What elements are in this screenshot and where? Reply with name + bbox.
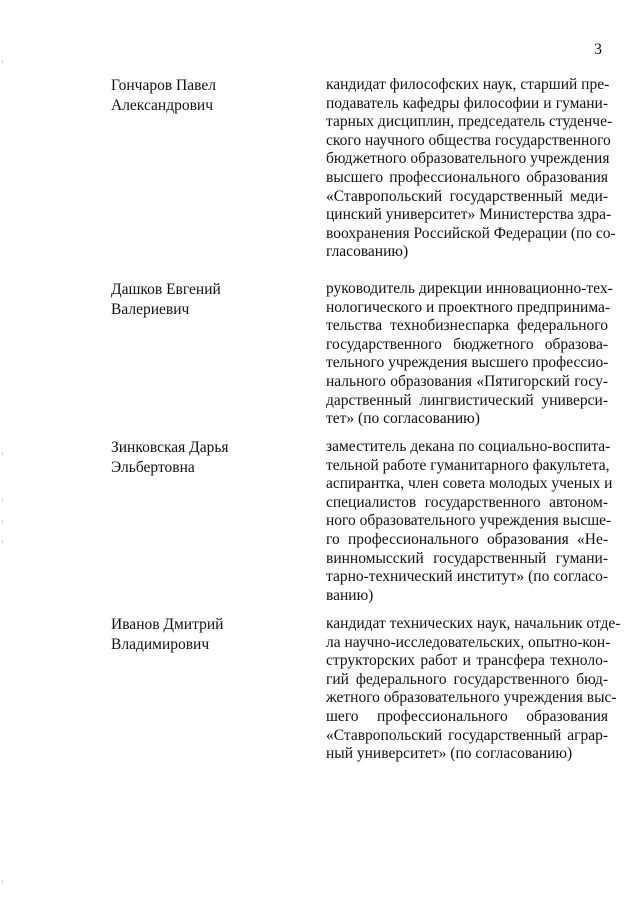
description-line: подаватель кафедры философии и гумани- <box>326 94 608 112</box>
member-name <box>111 280 301 320</box>
description-line: ного образовательного учреждения высше- <box>326 512 612 530</box>
member-description <box>326 76 616 262</box>
member-name <box>111 615 301 655</box>
description-line: заместитель декана по социально-воспита- <box>326 438 611 455</box>
description-line: дарственный лингвистический универси- <box>326 391 608 409</box>
description-line: тельного учреждения высшего профессио- <box>326 354 609 372</box>
scan-mark <box>2 520 3 523</box>
description-line: структорских работ и трансфера техноло- <box>326 652 608 670</box>
description-line: гласованию) <box>326 243 409 261</box>
description-line: го профессионального образования «Не- <box>326 530 608 548</box>
description-line: «Ставропольский государственный аграр- <box>326 726 608 744</box>
description-line: кандидат философских наук, старший пре- <box>326 76 610 93</box>
description-line: аспирантка, член совета молодых ученых и <box>326 475 613 493</box>
scan-mark <box>2 880 3 883</box>
description-line: воохранения Российской Федерации (по со- <box>326 224 616 242</box>
description-line: кандидат технических наук, начальник отде- <box>326 615 621 632</box>
member-name-line: Дашков Евгений <box>111 281 221 298</box>
page-number: 3 <box>594 41 602 58</box>
description-line: тарных дисциплин, председатель студенче- <box>326 113 613 131</box>
member-description <box>326 438 613 605</box>
description-line: специалистов государственного автоном- <box>326 493 608 511</box>
member-description <box>326 615 621 764</box>
member-name-line: Зинковская Дарья <box>111 439 229 456</box>
description-line: гий федерального государственного бюд- <box>326 670 608 688</box>
description-line: ского научного общества государственного <box>326 131 611 149</box>
member-name <box>111 76 301 116</box>
description-line: тарно-технический институт» (по согласо- <box>326 568 608 586</box>
description-line: тельства технобизнеспарка федерального <box>326 317 608 335</box>
description-line: винномысский государственный гумани- <box>326 549 608 567</box>
member-name-line: Эльбертовна <box>111 459 195 476</box>
description-line: жетного образовательного учреждения выс- <box>326 689 617 707</box>
description-line: бюджетного образовательного учреждения <box>326 150 610 168</box>
description-line: ла научно-исследовательских, опытно-кон- <box>326 633 611 651</box>
description-line: нального образования «Пятигорский госу- <box>326 372 608 390</box>
member-name-line: Валериевич <box>111 301 190 318</box>
member-description <box>326 280 613 429</box>
description-line: нологического и проектного предпринима- <box>326 298 611 316</box>
description-line: цинский университет» Министерства здра- <box>326 206 612 224</box>
description-line: ванию) <box>326 586 374 604</box>
scan-mark <box>2 498 3 501</box>
description-line: высшего профессионального образования <box>326 168 608 186</box>
description-line: руководитель дирекции инновационно-тех- <box>326 280 613 297</box>
description-line: «Ставропольский государственный меди- <box>326 187 608 205</box>
description-line: тельной работе гуманитарного факультета, <box>326 456 610 474</box>
member-name-line: Владимирович <box>111 636 210 653</box>
member-name <box>111 438 301 478</box>
member-name-line: Александрович <box>111 97 213 114</box>
description-line: шего профессионального образования <box>326 707 608 725</box>
description-line: ный университет» (по согласованию) <box>326 745 573 763</box>
description-line: тет» (по согласованию) <box>326 410 480 428</box>
description-line: государственного бюджетного образова- <box>326 335 608 353</box>
scan-mark <box>2 540 3 543</box>
member-name-line: Гончаров Павел <box>111 77 216 94</box>
member-name-line: Иванов Дмитрий <box>111 616 224 633</box>
scan-mark <box>2 452 3 455</box>
scan-mark <box>2 60 3 63</box>
